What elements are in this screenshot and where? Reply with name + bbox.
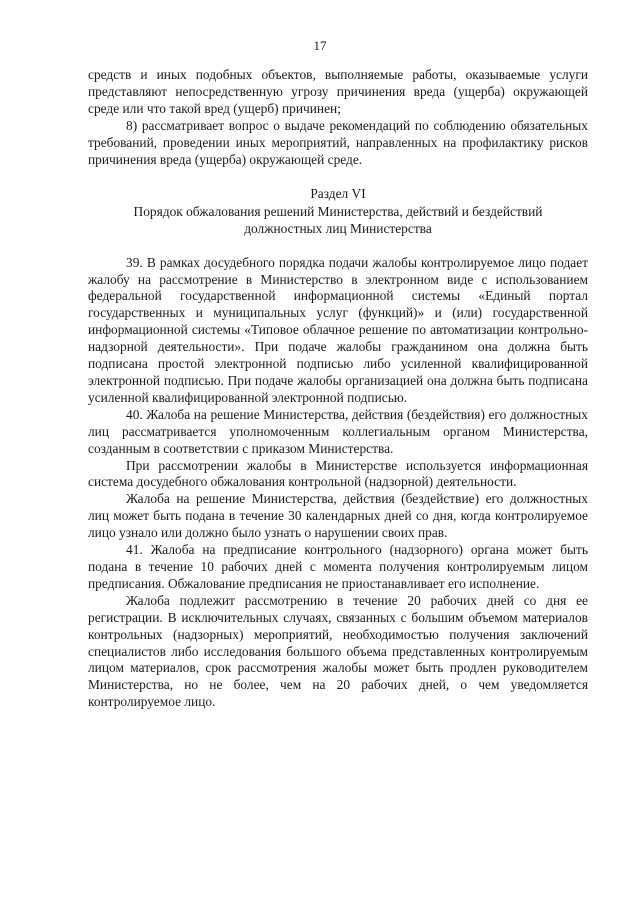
paragraph-40: 40. Жалоба на решение Министерства, действия (бездействия) его должностных лиц рассматривается уполномоченным коллегиальным органом Министерства, созданным в соответствии с приказом Министерства. [88, 406, 588, 456]
page-number: 17 [313, 38, 327, 53]
section-title-line-2: должностных лиц Министерства [244, 221, 432, 237]
section-title-line-1: Порядок обжалования решений Министерства, действий и бездействий [133, 203, 543, 219]
paragraph: Жалоба подлежит рассмотрению в течение 20 рабочих дней со дня ее регистрации. В исключительных случаях, связанных с большим объемом материалов контрольных (надзорных) мероприятий, необходимостью получения заключений специалистов либо исследования большого объема представленных контролируемым лицом материалов, срок рассмотрения жалобы может быть продлен руководителем Министерства, но не более, чем на 20 рабочих дней, о чем уведомляется контролируемое лицо. [88, 592, 588, 710]
paragraph: Жалоба на решение Министерства, действия (бездействие) его должностных лиц может быть подана в течение 30 календарных дней со дня, когда контролируемое лицо узнало или должно было узнать о нарушении своих прав. [88, 491, 588, 541]
paragraph: средств и иных подобных объектов, выполняемые работы, оказываемые услуги представляют непосредственную угрозу причинения вреда (ущерба) окружающей среде или что такой вред (ущерб) причинен; [88, 67, 588, 116]
document-body [88, 67, 588, 711]
section-heading [88, 185, 588, 237]
paragraph-39: 39. В рамках досудебного порядка подачи жалобы контролируемое лицо подает жалобу на рассмотрение в Министерство в электронном виде с использованием федеральной государственной информационной системы «Единый портал государственных и муниципальных услуг (функций)» и (или) государственной информационной системы «Типовое облачное решение по автоматизации контрольно-надзорной деятельности». При подаче жалобы гражданином она должна быть подписана простой электронной подписью либо усиленной квалифицированной электронной подписью. При подаче жалобы организацией она должна быть подписана усиленной квалифицированной электронной подписью. [88, 254, 588, 405]
paragraph: При рассмотрении жалобы в Министерстве используется информационная система досудебного обжалования контрольной (надзорной) деятельности. [88, 457, 588, 490]
section-label: Раздел VI [310, 186, 366, 202]
paragraph: 8) рассматривает вопрос о выдаче рекомендаций по соблюдению обязательных требований, проведении иных мероприятий, направленных на профилактику рисков причинения вреда (ущерба) окружающей среде. [88, 117, 588, 167]
paragraph-41: 41. Жалоба на предписание контрольного (надзорного) органа может быть подана в течение 10 рабочих дней с момента получения контролируемым лицом предписания. Обжалование предписания не приостанавливает его исполнение. [88, 542, 588, 591]
